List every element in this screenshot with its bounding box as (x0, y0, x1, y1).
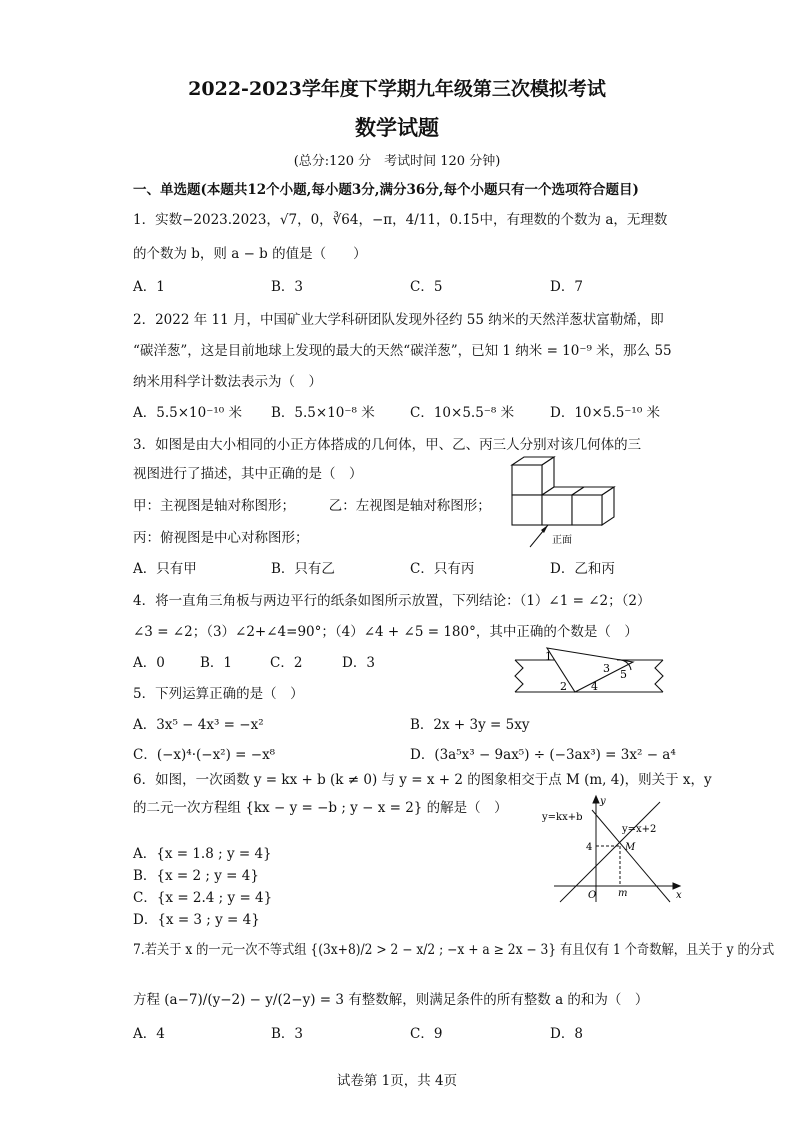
option-c: C．9 (410, 1026, 443, 1042)
option-b: B．3 (271, 1026, 304, 1042)
option-b: B．5.5×10⁻⁸ 米 (271, 405, 375, 421)
subject-title: 数学试题 (355, 115, 439, 140)
question-line: 方程 (a−7)/(y−2) − y/(2−y) = 3 有整数解，则满足条件的所有整数 a 的和为（ ） (133, 992, 649, 1008)
point-m-label: M (625, 842, 636, 853)
question-line: 1．实数−2023.2023，√7，0，∛64，−π，4/11，0.1̇5̇中，有理数的个数为 a，无理数 (133, 212, 668, 228)
option-b: B．3 (271, 279, 304, 295)
origin-label: O (588, 890, 597, 901)
option-a: A．只有甲 (133, 561, 197, 577)
option-b: B．2x + 3y = 5xy (410, 717, 530, 733)
question-line: 视图进行了描述，其中正确的是（ ） (133, 466, 363, 482)
exam-title: 2022-2023学年度下学期九年级第三次模拟考试 (188, 78, 606, 100)
option-d: D．{x = 3 ; y = 4} (133, 912, 260, 928)
section-heading: 一、单选题(本题共12个小题,每小题3分,满分36分,每个小题只有一个选项符合题目) (133, 182, 639, 198)
question-line: 2．2022 年 11 月，中国矿业大学科研团队发现外径约 55 纳米的天然洋葱状富勒烯，即 (133, 312, 664, 328)
y-axis-label: y (600, 796, 606, 807)
option-d: D．3 (342, 655, 375, 671)
x-axis-label: x (676, 890, 682, 901)
option-c: C．5 (410, 279, 443, 295)
value-4-label: 4 (586, 842, 593, 853)
question-line: 6．如图，一次函数 y = kx + b (k ≠ 0) 与 y = x + 2 的图象相交于点 M (m, 4)，则关于 x，y (133, 772, 712, 788)
option-c: C．2 (270, 655, 303, 671)
m-label: m (618, 888, 628, 899)
option-c: C．只有丙 (410, 561, 475, 577)
question-line: 的二元一次方程组 {kx − y = −b ; y − x = 2} 的解是（ ） (133, 800, 508, 816)
line2-label: y=x+2 (622, 824, 657, 835)
angle-label-5: 5 (620, 668, 627, 681)
question-line: 丙：俯视图是中心对称图形； (133, 530, 309, 546)
option-a: A．0 (133, 655, 165, 671)
option-c: C．{x = 2.4 ; y = 4} (133, 890, 273, 906)
option-a: A．1 (133, 279, 165, 295)
option-a: A．5.5×10⁻¹⁰ 米 (133, 405, 242, 421)
front-label: 正面 (552, 535, 572, 546)
option-d: D．乙和丙 (550, 561, 615, 577)
option-a: A．4 (133, 1026, 165, 1042)
option-c: C．(−x)⁴·(−x²) = −x⁸ (133, 747, 276, 763)
triangle-strip-figure (505, 640, 670, 700)
option-b: B．1 (200, 655, 233, 671)
question-line: 纳米用科学计数法表示为（ ） (133, 374, 322, 390)
option-d: D．10×5.5⁻¹⁰ 米 (550, 405, 661, 421)
option-b: B．只有乙 (271, 561, 335, 577)
angle-label-3: 3 (603, 662, 610, 675)
line1-label: y=kx+b (542, 812, 583, 823)
angle-label-4: 4 (591, 680, 598, 693)
question-line: ∠3 = ∠2；（3）∠2+∠4=90°；（4）∠4 + ∠5 = 180°，其中正确的个数是（ ） (133, 624, 638, 640)
option-a: A．3x⁵ − 4x³ = −x² (133, 717, 264, 733)
option-a: A．{x = 1.8 ; y = 4} (133, 846, 272, 862)
question-line: 5．下列运算正确的是（ ） (133, 686, 304, 702)
page-footer: 试卷第 1页，共 4页 (336, 1073, 458, 1089)
question-line: 7.若关于 x 的一元一次不等式组 {(3x+8)/2 > 2 − x/2 ; −x + a ≥ 2x − 3} 有且仅有 1 个奇数解，且关于 y 的分式 (133, 942, 775, 958)
question-line: 的个数为 b，则 a − b 的值是（ ） (133, 246, 367, 262)
exam-info: (总分:120 分 考试时间 120 分钟) (293, 154, 501, 169)
option-b: B．{x = 2 ; y = 4} (133, 868, 259, 884)
option-d: D．8 (550, 1026, 583, 1042)
option-d: D．7 (550, 279, 583, 295)
angle-label-1: 1 (545, 650, 552, 663)
angle-label-2: 2 (560, 680, 567, 693)
cube-figure (500, 455, 630, 550)
option-d: D．(3a⁵x³ − 9ax⁵) ÷ (−3ax³) = 3x² − a⁴ (410, 747, 676, 763)
question-line: 4．将一直角三角板与两边平行的纸条如图所示放置，下列结论：（1）∠1 = ∠2；（2） (133, 593, 651, 609)
question-line: 甲：主视图是轴对称图形； 乙：左视图是轴对称图形； (133, 498, 491, 514)
question-line: 3．如图是由大小相同的小正方体搭成的几何体，甲、乙、丙三人分别对该几何体的三 (133, 437, 642, 453)
question-line: “碳洋葱”，这是目前地球上发现的最大的天然“碳洋葱”，已知 1 纳米 = 10⁻⁹ 米，那么 55 (133, 343, 672, 359)
linear-graph-figure (540, 790, 690, 908)
option-c: C．10×5.5⁻⁸ 米 (410, 405, 515, 421)
